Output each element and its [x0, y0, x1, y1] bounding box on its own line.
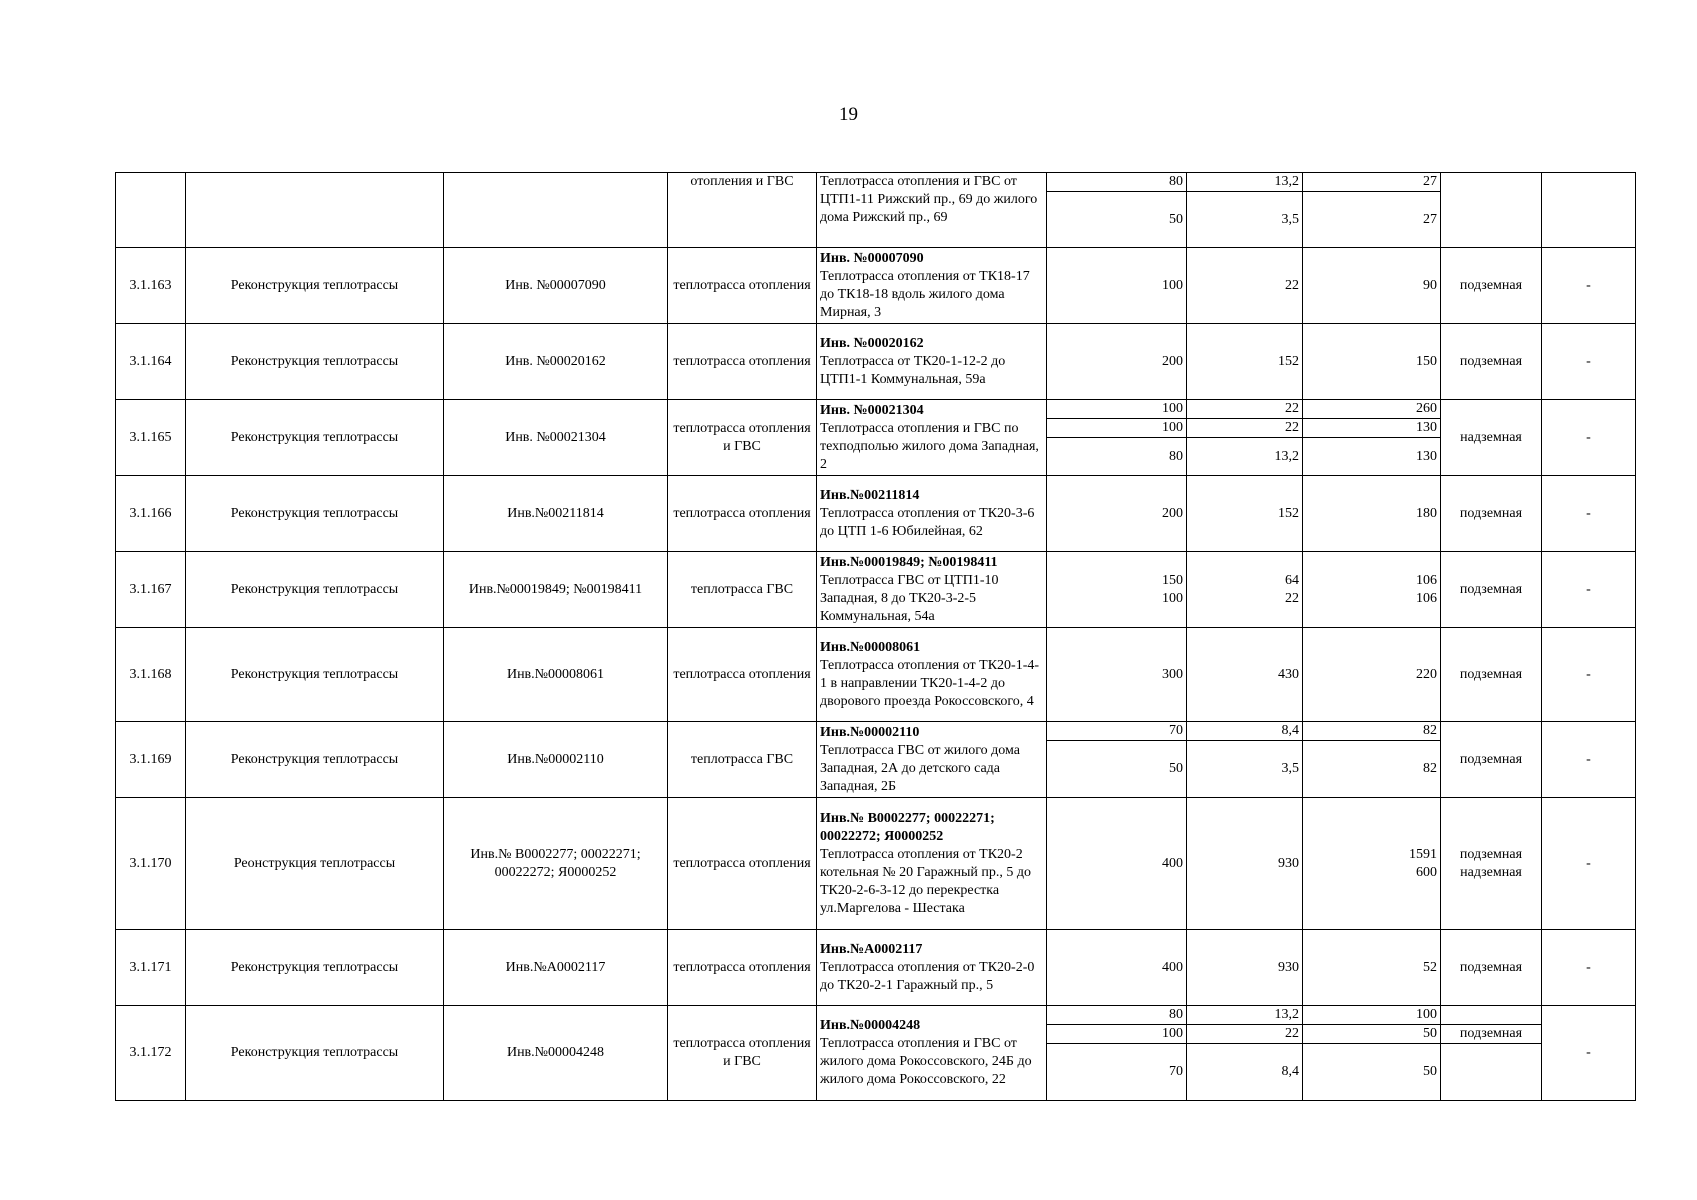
note-cell: - — [1542, 324, 1636, 400]
length-cell: 150 — [1303, 324, 1441, 400]
param-value: 64 — [1285, 572, 1299, 588]
note-cell: - — [1542, 628, 1636, 722]
inventory-cell: Инв.№00019849; №00198411 — [444, 552, 668, 628]
param-cell: 3,5 — [1187, 741, 1303, 798]
param-cell: 930 — [1187, 930, 1303, 1006]
table-row — [116, 248, 1636, 324]
param-cell: 22 — [1187, 419, 1303, 438]
length-cell: 180 — [1303, 476, 1441, 552]
inventory-cell: Инв. №00021304 — [444, 400, 668, 476]
diameter-cell: 400 — [1047, 930, 1187, 1006]
inventory-cell — [444, 173, 668, 248]
description-text: Теплотрасса ГВС от жилого дома Западная, 2А до детского сада Западная, 2Б — [820, 742, 1020, 794]
row-number-cell: 3.1.167 — [116, 552, 186, 628]
inventory-cell: Инв.№00211814 — [444, 476, 668, 552]
diameter-cell: 100 — [1047, 400, 1187, 419]
inventory-cell: Инв.№ В0002277; 00022271; 00022272; Я0000252 — [444, 798, 668, 930]
description-inventory: Инв.№00004248 — [820, 1018, 921, 1033]
param-cell: 8,4 — [1187, 1044, 1303, 1101]
inventory-cell: Инв. №00020162 — [444, 324, 668, 400]
diameter-cell: 80 — [1047, 173, 1187, 192]
description-inventory: Инв.№00211814 — [820, 487, 920, 503]
laying-cell — [1441, 173, 1542, 248]
length-cell: 50 — [1303, 1025, 1441, 1044]
laying-cell: подземная — [1441, 476, 1542, 552]
note-cell: - — [1542, 248, 1636, 324]
laying-cell: подземная — [1441, 628, 1542, 722]
diameter-cell: 200 — [1047, 476, 1187, 552]
inventory-cell: Инв.№00004248 — [444, 1006, 668, 1101]
laying-value: подземная — [1459, 846, 1523, 862]
length-cell: 130 — [1303, 438, 1441, 476]
description-cell — [817, 248, 1047, 324]
network-type-cell: теплотрасса отопления — [668, 930, 817, 1006]
note-cell: - — [1542, 798, 1636, 930]
length-cell: 27 — [1303, 173, 1441, 192]
length-cell: 82 — [1303, 741, 1441, 798]
note-cell: - — [1542, 476, 1636, 552]
table-row — [116, 628, 1636, 722]
note-cell: - — [1542, 722, 1636, 798]
diameter-cell: 100 — [1047, 248, 1187, 324]
laying-cell — [1441, 798, 1542, 930]
description-inventory: Инв. №00020162 — [820, 335, 924, 351]
measure-name-cell: Реконструкция теплотрассы — [186, 1006, 444, 1101]
length-cell: 220 — [1303, 628, 1441, 722]
laying-cell: подземная — [1441, 1025, 1542, 1044]
measure-name-cell — [186, 173, 444, 248]
row-number-cell: 3.1.164 — [116, 324, 186, 400]
network-type-cell: теплотрасса отопления — [668, 324, 817, 400]
table-row — [116, 324, 1636, 400]
length-cell: 27 — [1303, 192, 1441, 248]
network-type-cell: теплотрасса отопления — [668, 476, 817, 552]
note-cell: - — [1542, 552, 1636, 628]
description-text: Теплотрасса отопления и ГВС от жилого дома Рокоссовского, 24Б до жилого дома Рокоссовского, 22 — [820, 1036, 1032, 1087]
description-inventory: Инв.№00002110 — [820, 724, 920, 740]
diameter-cell: 80 — [1047, 438, 1187, 476]
param-cell: 13,2 — [1187, 173, 1303, 192]
row-number-cell: 3.1.171 — [116, 930, 186, 1006]
diameter-cell: 300 — [1047, 628, 1187, 722]
network-type-cell: теплотрасса отопления и ГВС — [668, 400, 817, 476]
description-text: Теплотрасса отопления и ГВС по техподполью жилого дома Западная, 2 — [820, 420, 1039, 472]
param-cell: 430 — [1187, 628, 1303, 722]
length-cell: 82 — [1303, 722, 1441, 741]
measure-name-cell: Реконструкция теплотрассы — [186, 628, 444, 722]
description-cell: Теплотрасса отопления и ГВС от ЦТП1-11 Рижский пр., 69 до жилого дома Рижский пр., 69 — [817, 173, 1047, 248]
laying-value: надземная — [1460, 864, 1522, 880]
description-cell — [817, 324, 1047, 400]
description-text: Теплотрасса отопления от ТК20-2-0 до ТК20-2-1 Гаражный пр., 5 — [820, 959, 1035, 993]
description-text: Теплотрасса от ТК20-1-12-2 до ЦТП1-1 Коммунальная, 59а — [820, 353, 1006, 387]
description-text: Теплотрасса отопления от ТК20-2 котельная № 20 Гаражный пр., 5 до ТК20-2-6-3-12 до перекрестка ул.Маргелова - Шестака — [820, 846, 1031, 916]
diameter-cell — [1047, 552, 1187, 628]
param-cell: 22 — [1187, 400, 1303, 419]
table-row — [116, 722, 1636, 741]
param-cell: 152 — [1187, 476, 1303, 552]
laying-cell: подземная — [1441, 930, 1542, 1006]
laying-cell: подземная — [1441, 324, 1542, 400]
param-cell — [1187, 552, 1303, 628]
diameter-cell: 200 — [1047, 324, 1187, 400]
param-cell: 3,5 — [1187, 192, 1303, 248]
description-inventory: Инв.№ В0002277; 00022271; 00022272; Я0000252 — [820, 810, 995, 844]
row-number-cell — [116, 173, 186, 248]
row-number-cell: 3.1.172 — [116, 1006, 186, 1101]
laying-cell — [1441, 1006, 1542, 1025]
row-number-cell: 3.1.165 — [116, 400, 186, 476]
network-type-cell: теплотрасса отопления — [668, 798, 817, 930]
description-cell — [817, 722, 1047, 798]
diameter-cell: 400 — [1047, 798, 1187, 930]
table-row — [116, 400, 1636, 419]
inventory-cell: Инв. №00007090 — [444, 248, 668, 324]
description-text: Теплотрасса отопления от ТК18-17 до ТК18-18 вдоль жилого дома Мирная, 3 — [820, 268, 1030, 320]
row-number-cell: 3.1.168 — [116, 628, 186, 722]
length-value: 106 — [1416, 572, 1437, 588]
row-number-cell: 3.1.169 — [116, 722, 186, 798]
param-cell: 13,2 — [1187, 1006, 1303, 1025]
note-cell: - — [1542, 1006, 1636, 1101]
length-cell — [1303, 552, 1441, 628]
diameter-cell: 70 — [1047, 722, 1187, 741]
row-number-cell: 3.1.170 — [116, 798, 186, 930]
measure-name-cell: Реконструкция теплотрассы — [186, 722, 444, 798]
table-row — [116, 1006, 1636, 1025]
param-cell: 152 — [1187, 324, 1303, 400]
measure-name-cell: Реонструкция теплотрассы — [186, 798, 444, 930]
laying-cell: подземная — [1441, 248, 1542, 324]
inventory-cell: Инв.№00002110 — [444, 722, 668, 798]
table-row — [116, 552, 1636, 628]
network-type-cell: теплотрасса отопления — [668, 628, 817, 722]
param-cell: 13,2 — [1187, 438, 1303, 476]
length-cell: 50 — [1303, 1044, 1441, 1101]
description-text: Теплотрасса отопления от ТК20-1-4-1 в направлении ТК20-1-4-2 до дворового проезда Рокоссовского, 4 — [820, 657, 1040, 709]
param-cell: 22 — [1187, 1025, 1303, 1044]
length-value: 1591 — [1409, 846, 1437, 862]
description-cell — [817, 476, 1047, 552]
inventory-cell: Инв.№А0002117 — [444, 930, 668, 1006]
description-cell — [817, 798, 1047, 930]
description-cell — [817, 628, 1047, 722]
measure-name-cell: Реконструкция теплотрассы — [186, 400, 444, 476]
param-cell: 8,4 — [1187, 722, 1303, 741]
length-cell: 260 — [1303, 400, 1441, 419]
length-cell: 52 — [1303, 930, 1441, 1006]
length-value: 106 — [1416, 590, 1437, 606]
laying-cell: надземная — [1441, 400, 1542, 476]
row-number-cell: 3.1.166 — [116, 476, 186, 552]
diameter-cell: 70 — [1047, 1044, 1187, 1101]
length-cell: 100 — [1303, 1006, 1441, 1025]
network-type-cell: отопления и ГВС — [668, 173, 817, 248]
param-cell: 22 — [1187, 248, 1303, 324]
network-type-cell: теплотрасса отопления и ГВС — [668, 1006, 817, 1101]
note-cell: - — [1542, 930, 1636, 1006]
inventory-cell: Инв.№00008061 — [444, 628, 668, 722]
table-row — [116, 476, 1636, 552]
description-cell — [817, 552, 1047, 628]
description-cell — [817, 1006, 1047, 1101]
measure-name-cell: Реконструкция теплотрассы — [186, 552, 444, 628]
table-row — [116, 798, 1636, 930]
param-cell: 930 — [1187, 798, 1303, 930]
heating-network-table — [115, 172, 1636, 1101]
diameter-cell: 100 — [1047, 419, 1187, 438]
note-cell — [1542, 173, 1636, 248]
measure-name-cell: Реконструкция теплотрассы — [186, 476, 444, 552]
measure-name-cell: Реконструкция теплотрассы — [186, 248, 444, 324]
description-text: Теплотрасса отопления от ТК20-3-6 до ЦТП 1-6 Юбилейная, 62 — [820, 505, 1035, 539]
measure-name-cell: Реконструкция теплотрассы — [186, 930, 444, 1006]
laying-cell: подземная — [1441, 722, 1542, 798]
network-type-cell: теплотрасса ГВС — [668, 722, 817, 798]
diameter-cell: 50 — [1047, 741, 1187, 798]
description-cell — [817, 930, 1047, 1006]
param-value: 22 — [1285, 590, 1299, 606]
description-text: Теплотрасса ГВС от ЦТП1-10 Западная, 8 до ТК20-3-2-5 Коммунальная, 54а — [820, 572, 999, 624]
length-cell — [1303, 798, 1441, 930]
note-cell: - — [1542, 400, 1636, 476]
diameter-value: 150 — [1162, 572, 1183, 588]
description-cell — [817, 400, 1047, 476]
laying-cell: подземная — [1441, 552, 1542, 628]
length-value: 600 — [1416, 864, 1437, 880]
diameter-cell: 100 — [1047, 1025, 1187, 1044]
diameter-cell: 50 — [1047, 192, 1187, 248]
description-inventory: Инв.№00008061 — [820, 639, 921, 655]
length-cell: 90 — [1303, 248, 1441, 324]
network-type-cell: теплотрасса ГВС — [668, 552, 817, 628]
description-inventory: Инв.№А0002117 — [820, 941, 923, 957]
table-row-continued — [116, 173, 1636, 192]
description-inventory: Инв. №00021304 — [820, 402, 924, 418]
row-number-cell: 3.1.163 — [116, 248, 186, 324]
diameter-value: 100 — [1162, 590, 1183, 606]
laying-cell — [1441, 1044, 1542, 1101]
description-inventory: Инв.№00019849; №00198411 — [820, 554, 998, 570]
table-row — [116, 930, 1636, 1006]
description-inventory: Инв. №00007090 — [820, 250, 924, 266]
measure-name-cell: Реконструкция теплотрассы — [186, 324, 444, 400]
length-cell: 130 — [1303, 419, 1441, 438]
network-type-cell: теплотрасса отопления — [668, 248, 817, 324]
diameter-cell: 80 — [1047, 1006, 1187, 1025]
page-number: 19 — [839, 104, 858, 125]
